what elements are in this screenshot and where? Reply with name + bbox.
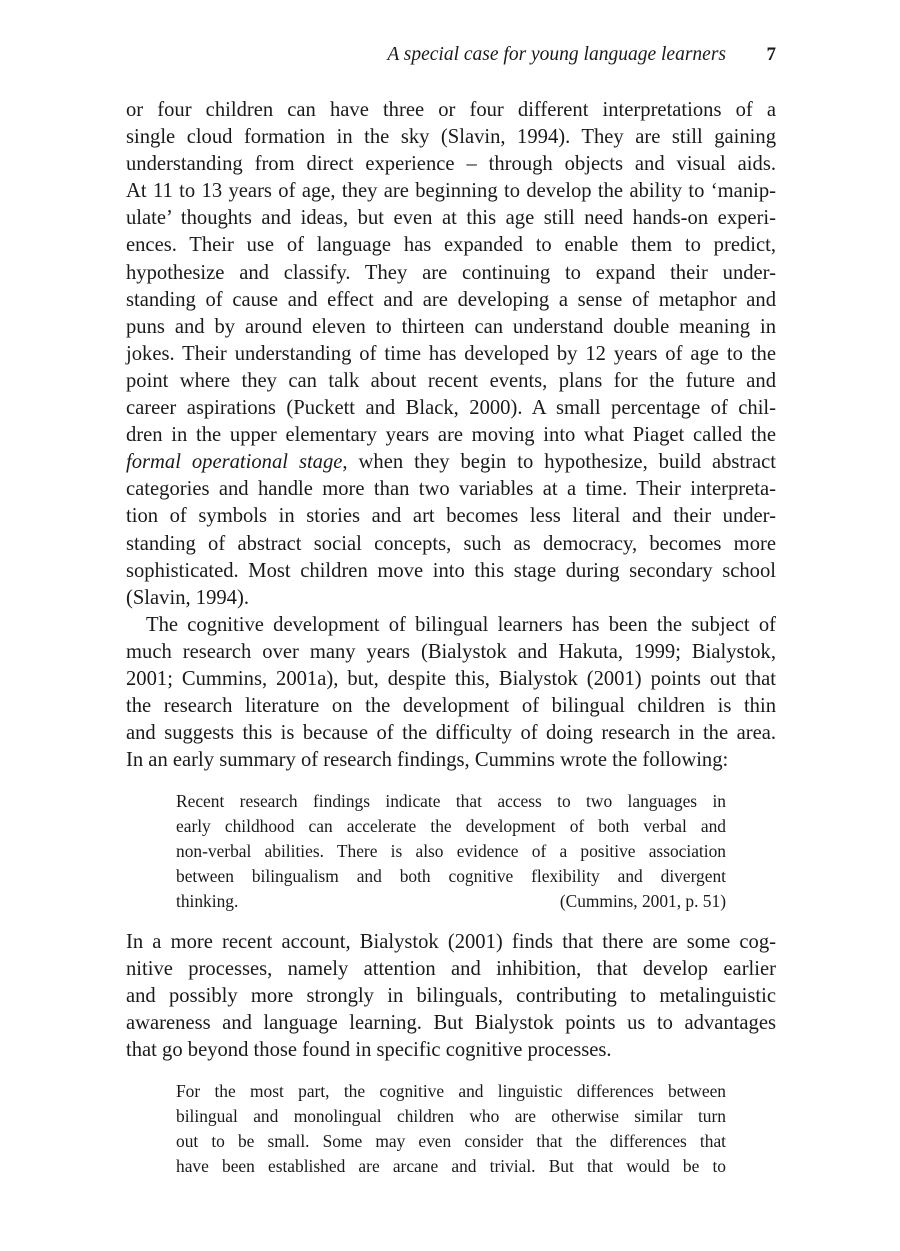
quote-line: out to be small. Some may even consider that the differences that <box>176 1131 726 1151</box>
text-line: 2001; Cummins, 2001a), but, despite this, Bialystok (2001) points out that <box>126 668 776 691</box>
quote-citation: (Cummins, 2001, p. 51) <box>559 891 726 911</box>
text-line: and suggests this is because of the difficulty of doing research in the area. <box>126 722 776 745</box>
text-line: the research literature on the development of bilingual children is thin <box>126 695 776 718</box>
text-line: The cognitive development of bilingual learners has been the subject of <box>146 614 776 636</box>
block-quote-cummins <box>176 789 726 914</box>
paragraph-bialystok <box>126 929 776 1064</box>
text-line: single cloud formation in the sky (Slavin, 1994). They are still gaining <box>126 126 776 149</box>
quote-text: thinking. <box>176 891 239 911</box>
text-line: At 11 to 13 years of age, they are beginning to develop the ability to ‘manip- <box>126 180 776 203</box>
text-line: and possibly more strongly in bilinguals, contributing to metalinguistic <box>126 985 776 1008</box>
text-line: puns and by around eleven to thirteen can understand double meaning in <box>126 315 776 338</box>
quote-line: For the most part, the cognitive and linguistic differences between <box>176 1081 726 1101</box>
quote-line: early childhood can accelerate the development of both verbal and <box>176 816 726 836</box>
text-line: that go beyond those found in specific cognitive processes. <box>126 1039 612 1062</box>
text-line-with-italic-term <box>126 449 776 476</box>
text-line: much research over many years (Bialystok and Hakuta, 1999; Bialystok, <box>126 641 776 664</box>
text-line: or four children can have three or four different interpretations of a <box>126 99 776 121</box>
quote-line: non-verbal abilities. There is also evidence of a positive association <box>176 841 726 861</box>
quote-last-line <box>176 889 726 914</box>
text-line: dren in the upper elementary years are moving into what Piaget called the <box>126 424 776 447</box>
text-line: In an early summary of research findings, Cummins wrote the following: <box>126 749 729 772</box>
quote-line: between bilingualism and both cognitive flexibility and divergent <box>176 866 726 886</box>
running-header <box>126 44 776 70</box>
text-line: hypothesize and classify. They are continuing to expand their under- <box>126 261 776 284</box>
italic-term: formal operational stage <box>126 451 343 474</box>
text-line: jokes. Their understanding of time has developed by 12 years of age to the <box>126 342 776 365</box>
paragraph-bilingual-development <box>126 612 776 775</box>
text-fragment: , when they begin to hypothesize, build abstract <box>342 451 776 474</box>
text-line: standing of abstract social concepts, such as democracy, becomes more <box>126 532 776 555</box>
text-line: In a more recent account, Bialystok (2001) finds that there are some cog- <box>126 931 776 953</box>
text-line: awareness and language learning. But Bialystok points us to advantages <box>126 1012 776 1035</box>
running-title: A special case for young language learners <box>387 44 726 65</box>
paragraph-cognitive-stages <box>126 97 776 612</box>
text-line: ences. Their use of language has expanded to enable them to predict, <box>126 234 776 257</box>
text-line: career aspirations (Puckett and Black, 2000). A small percentage of chil- <box>126 397 776 420</box>
text-line: nitive processes, namely attention and inhibition, that develop earlier <box>126 958 776 981</box>
text-line: standing of cause and effect and are developing a sense of metaphor and <box>126 288 776 311</box>
text-line: sophisticated. Most children move into this stage during secondary school <box>126 559 776 582</box>
text-line: tion of symbols in stories and art becomes less literal and their under- <box>126 505 776 528</box>
quote-line: bilingual and monolingual children who are otherwise similar turn <box>176 1106 726 1126</box>
block-quote-bialystok <box>176 1079 726 1179</box>
text-line: point where they can talk about recent events, plans for the future and <box>126 369 776 392</box>
quote-line: Recent research findings indicate that access to two languages in <box>176 791 726 811</box>
text-line: (Slavin, 1994). <box>126 586 249 609</box>
text-line: ulate’ thoughts and ideas, but even at this age still need hands-on experi- <box>126 207 776 230</box>
text-line: categories and handle more than two variables at a time. Their interpreta- <box>126 478 776 501</box>
quote-line: have been established are arcane and trivial. But that would be to <box>176 1156 726 1176</box>
text-line: understanding from direct experience – through objects and visual aids. <box>126 153 776 176</box>
page-number: 7 <box>766 44 776 65</box>
